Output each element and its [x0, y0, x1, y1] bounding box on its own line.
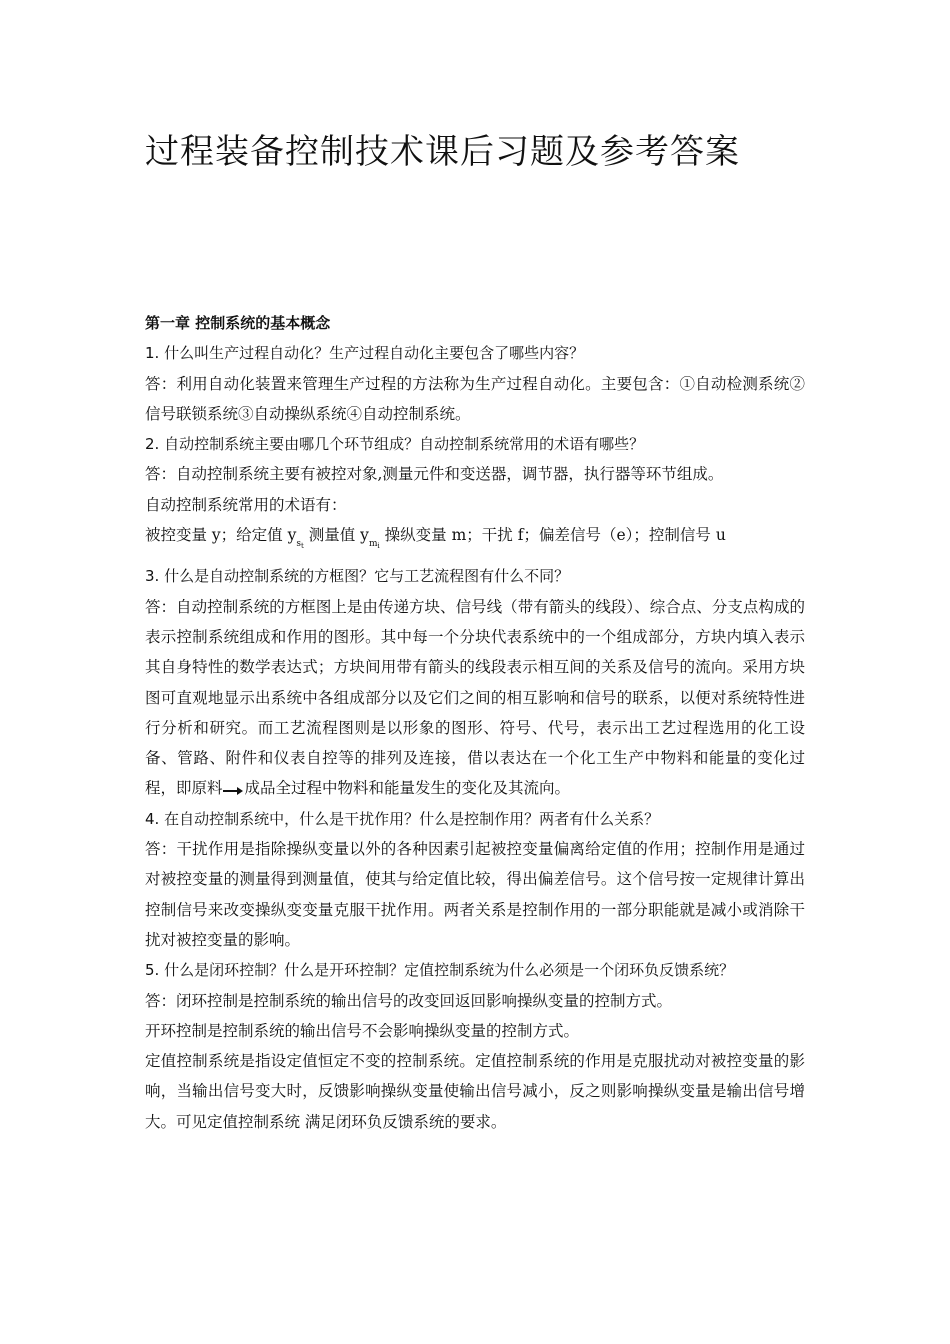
- term-rest: 操纵变量 m；干扰 f；偏差信号（e）；控制信号 u: [379, 526, 726, 545]
- term-measured-subsubscript: i: [377, 542, 380, 551]
- terms-intro: 自动控制系统常用的术语有：: [145, 495, 347, 514]
- document-body: [145, 308, 805, 1137]
- terms-line: [145, 520, 805, 561]
- question-5: 5. 什么是闭环控制？什么是开环控制？定值控制系统为什么必须是一个闭环负反馈系统？: [145, 961, 735, 980]
- answer-5-setpoint-control: 定值控制系统是指设定值恒定不变的控制系统。定值控制系统的作用是克服扰动对被控变量的影响，当输出信号变大时，反馈影响操纵变量使输出信号减小，反之则影响操纵变量是输出信号增大。可见定值控制系统 满足闭环负反馈系统的要求。: [145, 1052, 805, 1131]
- document-title: 过程装备控制技术课后习题及参考答案: [145, 132, 740, 172]
- answer-4: 答：干扰作用是指除操纵变量以外的各种因素引起被控变量偏离给定值的作用；控制作用是通过对被控变量的测量得到测量值，使其与给定值比较，得出偏差信号。这个信号按一定规律计算出控制信号来改变操纵变变量克服干扰作用。两者关系是控制作用的一部分职能就是减小或消除干扰对被控变量的影响。: [145, 840, 805, 949]
- question-3: 3. 什么是自动控制系统的方框图？它与工艺流程图有什么不同？: [145, 567, 570, 586]
- term-setpoint-subscript: s: [296, 539, 301, 550]
- term-setpoint-subsubscript: t: [301, 542, 304, 551]
- answer-3-part1: 答：自动控制系统的方框图上是由传递方块、信号线（带有箭头的线段）、综合点、分支点构成的表示控制系统组成和作用的图形。其中每一个分块代表系统中的一个组成部分，方块内填入表示其自身特性的数学表达式；方块间用带有箭头的线段表示相互间的关系及信号的流向。采用方块图可直观地显示出系统中各组成部分以及它们之间的相互影响和信号的联系，以便对系统特性进行分析和研究。而工艺流程图则是以形象的图形、符号、代号，表示出工艺过程选用的化工设备、管路、附件和仪表自控等的排列及连接，借以表达在一个化工生产中物料和能量的变化过程，即原料: [145, 597, 805, 798]
- question-2: 2. 自动控制系统主要由哪几个环节组成？自动控制系统常用的术语有哪些？: [145, 435, 645, 454]
- chapter-heading: 第一章 控制系统的基本概念: [145, 314, 331, 332]
- answer-1: 答：利用自动化装置来管理生产过程的方法称为生产过程自动化。主要包含：①自动检测系统②信号联锁系统③自动操纵系统④自动控制系统。: [145, 374, 805, 423]
- term-measured-value: 测量值 y: [303, 526, 369, 545]
- answer-5-open-loop: 开环控制是控制系统的输出信号不会影响操纵变量的控制方式。: [145, 1021, 580, 1040]
- answer-3: [145, 592, 805, 804]
- answer-3-part2: 成品全过程中物料和能量发生的变化及其流向。: [244, 779, 571, 798]
- term-measured-subscript: m: [368, 539, 378, 550]
- question-1: 1. 什么叫生产过程自动化？生产过程自动化主要包含了哪些内容？: [145, 344, 585, 363]
- answer-5-closed-loop: 答：闭环控制是控制系统的输出信号的改变回返回影响操纵变量的控制方式。: [145, 991, 673, 1010]
- answer-2: 答：自动控制系统主要有被控对象,测量元件和变送器，调节器，执行器等环节组成。: [145, 465, 724, 484]
- question-4: 4. 在自动控制系统中，什么是干扰作用？什么是控制作用？两者有什么关系？: [145, 809, 660, 828]
- term-controlled-variable: 被控变量 y；给定值 y: [145, 526, 297, 545]
- right-arrow-icon: [223, 783, 245, 793]
